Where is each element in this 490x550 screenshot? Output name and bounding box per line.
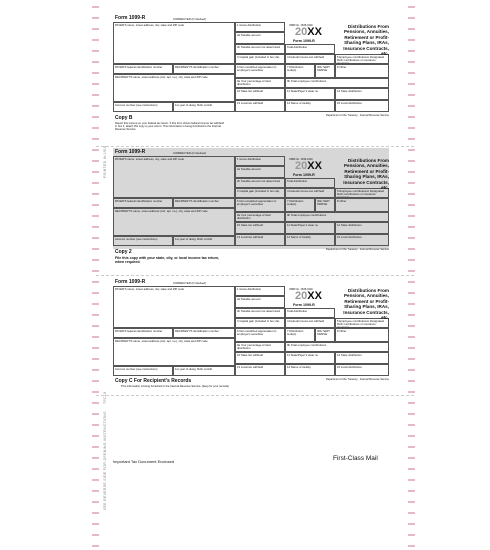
department: Department of the Treasury - Internal Revenue Service (325, 114, 389, 117)
box-1[interactable]: 1 Gross distribution (235, 22, 285, 32)
omb-number: OMB No. 1545-0119 (289, 24, 313, 27)
recipient-tin[interactable]: RECIPIENT'S identification number (173, 198, 235, 208)
box-9b[interactable]: 9b Total employee contributions (285, 212, 389, 222)
box-7[interactable]: 7 Distribution code(s) (285, 64, 315, 78)
box-6[interactable]: 6 Net unrealized appreciation in employer's securities (235, 64, 285, 78)
box-4[interactable]: 4 Federal income tax withheld (285, 318, 335, 328)
form-name: Form 1099-R (293, 303, 315, 307)
copy-label: Copy B (115, 115, 133, 121)
box-12[interactable]: 12 State distribution (335, 222, 389, 234)
form-label: Form 1099-R (115, 149, 146, 155)
omb-number: OMB No. 1545-0119 (289, 288, 313, 291)
form-name: Form 1099-R (293, 39, 315, 43)
tax-year: 20XX (295, 160, 322, 172)
box-7-ira[interactable]: IRA/ SEP/ SIMPLE (315, 64, 335, 78)
form-title: Distributions From Pensions, Annuities, Retirement or Profit-Sharing Plans, IRAs, Insurance Contracts, etc. (343, 288, 389, 321)
box-6[interactable]: 6 Net unrealized appreciation in employer's securities (235, 198, 285, 212)
tax-year: 20XX (295, 290, 322, 302)
recipient-address[interactable]: RECIPIENT'S name, street address (incl. apt. no.), city, state and ZIP code (113, 208, 235, 236)
box-8[interactable]: 8 Other (335, 198, 389, 212)
box-8[interactable]: 8 Other (335, 64, 389, 78)
recipient-address[interactable]: RECIPIENT'S name, street address (incl. apt. no.), city, state and ZIP code (113, 338, 235, 366)
box-1[interactable]: 1 Gross distribution (235, 156, 285, 166)
box-5[interactable]: 5 Employee contributions/ Designated Roth contributions or insurance premiums (335, 318, 389, 328)
box-9a[interactable]: 9a Your percentage of total distribution (235, 342, 285, 352)
corrected-checkbox[interactable]: CORRECTED (if checked) (173, 281, 206, 285)
box-4[interactable]: 4 Federal income tax withheld (285, 54, 335, 64)
recipient-tin[interactable]: RECIPIENT'S identification number (173, 64, 235, 74)
form-code: TPC18 (103, 391, 107, 404)
recipient-tin[interactable]: RECIPIENT'S identification number (173, 328, 235, 338)
recipient-address[interactable]: RECIPIENT'S name, street address (incl. apt. no.), city, state and ZIP code (113, 74, 235, 102)
box-9b[interactable]: 9b Total employee contributions (285, 78, 389, 88)
department: Department of the Treasury - Internal Revenue Service (325, 248, 389, 251)
box-5[interactable]: 5 Employee contributions/ Designated Roth contributions or insurance premiums (335, 54, 389, 64)
tax-year: 20XX (295, 26, 322, 38)
box-10[interactable]: 10 State tax withheld (235, 88, 285, 100)
omb-number: OMB No. 1545-0119 (289, 158, 313, 161)
box-13[interactable]: 13 Local tax withheld (235, 234, 285, 246)
account-number[interactable]: Account number (see instructions) (113, 102, 173, 112)
box-3[interactable]: 3 Capital gain (included in box 2a) (235, 54, 285, 64)
perforation (96, 146, 414, 147)
box-2b-total[interactable]: Total distribution (285, 178, 335, 188)
box-8[interactable]: 8 Other (335, 328, 389, 342)
box-15[interactable]: 15 Local distribution (335, 234, 389, 246)
printed-in-usa: PRINTED IN USA (103, 145, 107, 178)
copy-label: Copy C For Recipient's Records (115, 378, 192, 384)
box-2b[interactable]: 2b Taxable amount not determined (235, 44, 285, 54)
form-title: Distributions From Pensions, Annuities, Retirement or Profit-Sharing Plans, IRAs, Insurance Contracts, etc. (343, 158, 389, 191)
box-7[interactable]: 7 Distribution code(s) (285, 198, 315, 212)
copy-label: Copy 2 (115, 249, 132, 255)
copy-b (113, 14, 389, 144)
box-9a[interactable]: 9a Your percentage of total distribution (235, 212, 285, 222)
corrected-checkbox[interactable]: CORRECTED (if checked) (173, 151, 206, 155)
box-13[interactable]: 13 Local tax withheld (235, 364, 285, 376)
tax-document-note: Important Tax Document Enclosed (113, 459, 175, 464)
box-12[interactable]: 12 State distribution (335, 88, 389, 100)
copy-description: Report this income on your federal tax return. If this form shows federal income tax withheld in box 4, attach this copy to your return. This information is being furnished to the Internal Revenue Service. (115, 122, 224, 132)
payer-box[interactable]: PAYER'S name, street address, city, state and ZIP code (113, 22, 235, 64)
copy-description: File this copy with your state, city, or local income tax return, when required. (115, 256, 220, 265)
box-9a[interactable]: 9a Your percentage of total distribution (235, 78, 285, 88)
box-6[interactable]: 6 Net unrealized appreciation in employer's securities (235, 328, 285, 342)
box-15[interactable]: 15 Local distribution (335, 100, 389, 112)
payer-tin[interactable]: PAYER'S federal identification number (113, 198, 173, 208)
box-2a[interactable]: 2a Taxable amount (235, 32, 285, 44)
corrected-checkbox[interactable]: CORRECTED (if checked) (173, 17, 206, 21)
payer-box[interactable]: PAYER'S name, street address, city, state and ZIP code (113, 156, 235, 198)
payer-tin[interactable]: PAYER'S federal identification number (113, 328, 173, 338)
form-label: Form 1099-R (115, 279, 146, 285)
box-4[interactable]: 4 Federal income tax withheld (285, 188, 335, 198)
box-14[interactable]: 14 Name of locality (285, 364, 335, 376)
account-number[interactable]: Account number (see instructions) (113, 236, 173, 246)
first-class-mail: First-Class Mail (333, 455, 378, 462)
copy-description: This information is being furnished to the Internal Revenue Service. (keep for your records) (120, 385, 229, 388)
box-14[interactable]: 14 Name of locality (285, 234, 335, 246)
first-year-roth[interactable]: 1st year of desig. Roth contrib. (173, 236, 235, 246)
box-3[interactable]: 3 Capital gain (included in box 2a) (235, 318, 285, 328)
payer-tin[interactable]: PAYER'S federal identification number (113, 64, 173, 74)
box-2a[interactable]: 2a Taxable amount (235, 166, 285, 178)
department: Department of the Treasury - Internal Revenue Service (325, 378, 389, 381)
box-12[interactable]: 12 State distribution (335, 352, 389, 364)
box-10[interactable]: 10 State tax withheld (235, 352, 285, 364)
box-2b[interactable]: 2b Taxable amount not determined (235, 178, 285, 188)
box-2b[interactable]: 2b Taxable amount not determined (235, 308, 285, 318)
see-reverse-side: SEE REVERSE SIDE FOR OPENING INSTRUCTIONS (103, 411, 107, 510)
box-11[interactable]: 11 State/Payer's state no. (285, 352, 335, 364)
account-number[interactable]: Account number (see instructions) (113, 366, 173, 376)
box-13[interactable]: 13 Local tax withheld (235, 100, 285, 112)
box-2a[interactable]: 2a Taxable amount (235, 296, 285, 308)
box-11[interactable]: 11 State/Payer's state no. (285, 88, 335, 100)
payer-box[interactable]: PAYER'S name, street address, city, state and ZIP code (113, 286, 235, 328)
box-10[interactable]: 10 State tax withheld (235, 222, 285, 234)
box-7-ira[interactable]: IRA/ SEP/ SIMPLE (315, 198, 335, 212)
copy-c (113, 278, 389, 408)
box-1[interactable]: 1 Gross distribution (235, 286, 285, 296)
box-2b-total[interactable]: Total distribution (285, 44, 335, 54)
box-3[interactable]: 3 Capital gain (included in box 2a) (235, 188, 285, 198)
box-2b-total[interactable]: Total distribution (285, 308, 335, 318)
box-7-ira[interactable]: IRA/ SEP/ SIMPLE (315, 328, 335, 342)
box-11[interactable]: 11 State/Payer's state no. (285, 222, 335, 234)
copy-2 (113, 148, 389, 278)
first-year-roth[interactable]: 1st year of desig. Roth contrib. (173, 366, 235, 376)
form-title: Distributions From Pensions, Annuities, Retirement or Profit-Sharing Plans, IRAs, Insurance Contracts, etc. (343, 24, 389, 57)
form-label: Form 1099-R (115, 15, 146, 21)
box-5[interactable]: 5 Employee contributions/ Designated Roth contributions or insurance premiums (335, 188, 389, 198)
box-15[interactable]: 15 Local distribution (335, 364, 389, 376)
first-year-roth[interactable]: 1st year of desig. Roth contrib. (173, 102, 235, 112)
box-14[interactable]: 14 Name of locality (285, 100, 335, 112)
box-9b[interactable]: 9b Total employee contributions (285, 342, 389, 352)
box-7[interactable]: 7 Distribution code(s) (285, 328, 315, 342)
form-name: Form 1099-R (293, 173, 315, 177)
